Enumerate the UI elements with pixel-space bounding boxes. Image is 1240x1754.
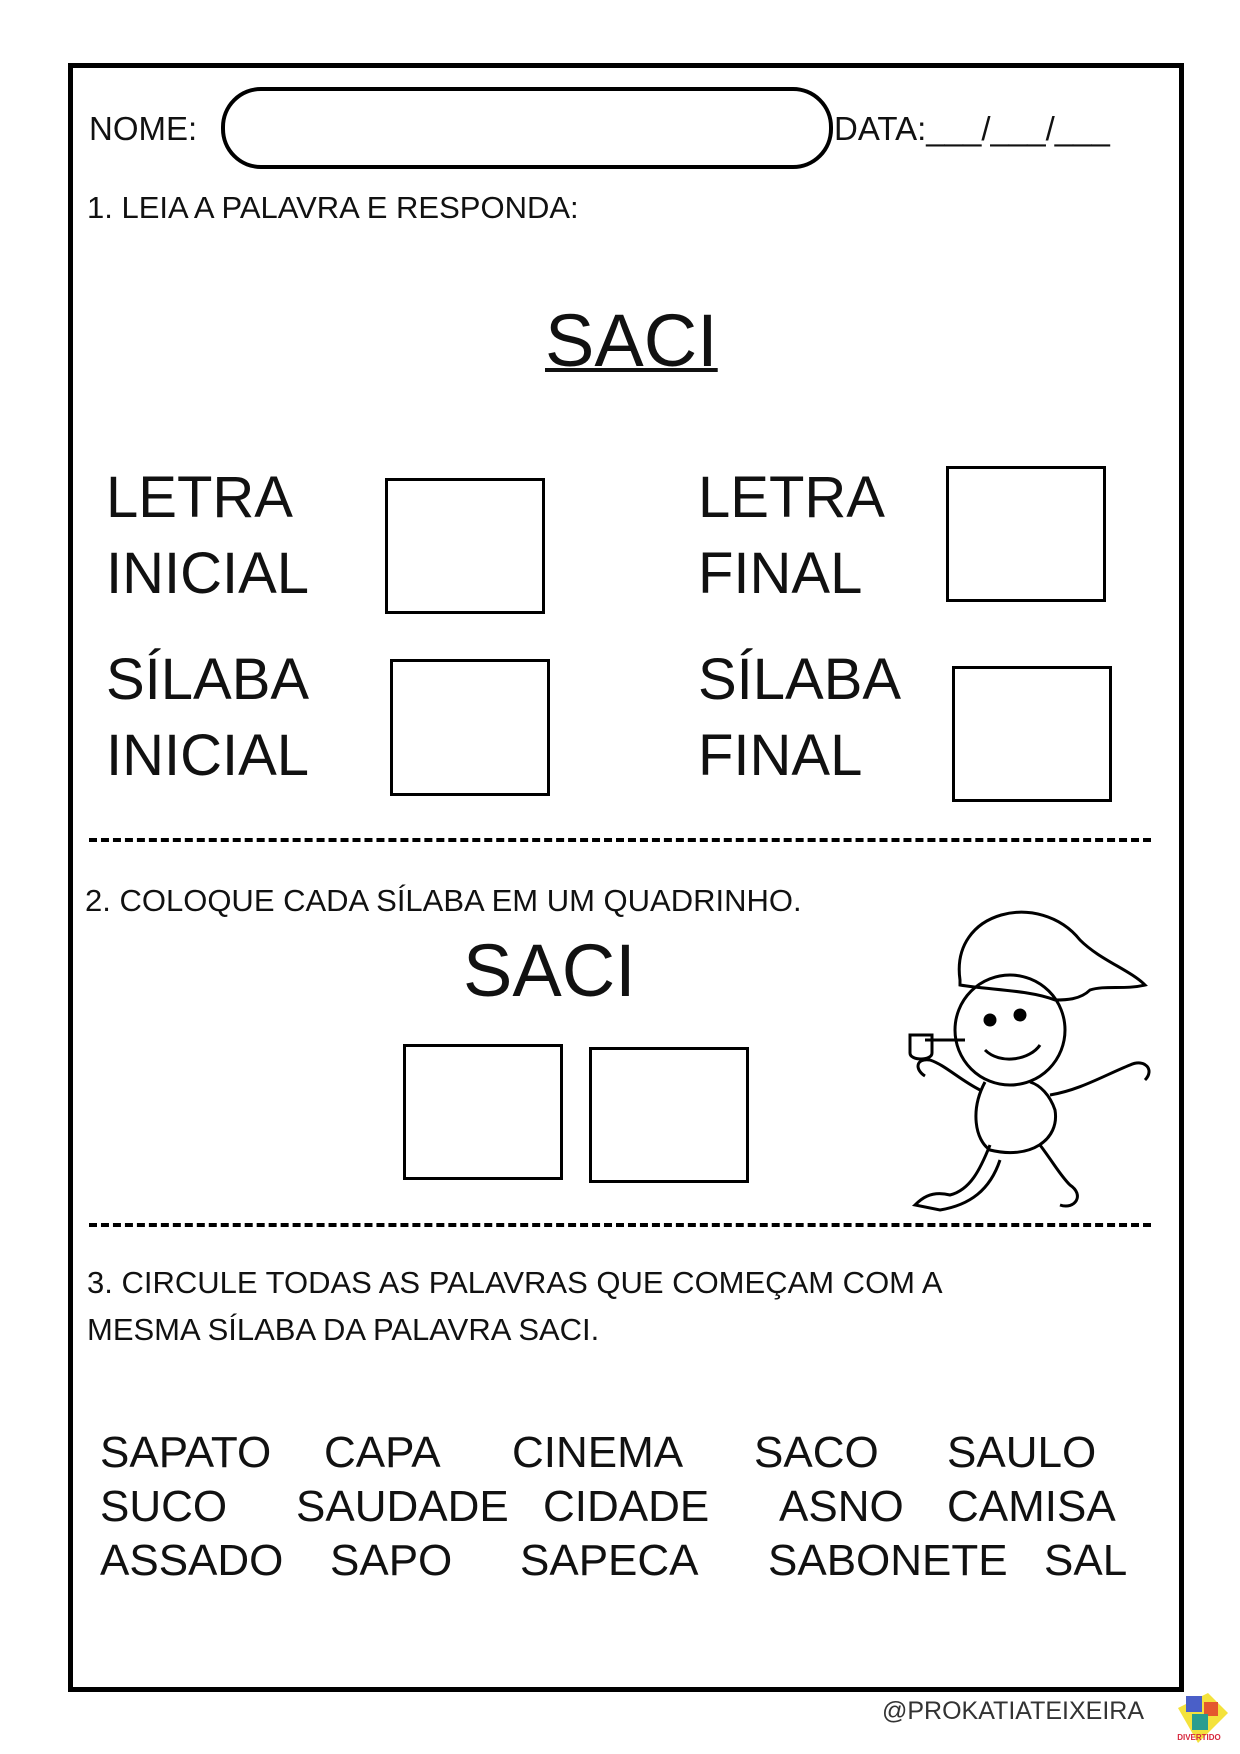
date-label: DATA:___/___/___ [834,110,1110,147]
word-option[interactable]: SAL [1044,1536,1128,1585]
saci-illustration [890,890,1160,1220]
q1-instruction: 1. LEIA A PALAVRA E RESPONDA: [87,190,579,225]
divider [89,1223,1151,1227]
word-option[interactable]: SAUDADE [296,1482,509,1531]
q3-instruction-line1: 3. CIRCULE TODAS AS PALAVRAS QUE COMEÇAM COM A [87,1265,943,1300]
syllable-box-1[interactable] [403,1044,563,1180]
letra-final-label: LETRA FINAL [698,465,885,606]
q3-instruction-line2: MESMA SÍLABA DA PALAVRA SACI. [87,1312,600,1347]
letra-final-box[interactable] [946,466,1106,602]
svg-text:DIVERTIDO: DIVERTIDO [1177,1733,1221,1742]
q2-instruction: 2. COLOQUE CADA SÍLABA EM UM QUADRINHO. [85,883,802,918]
word-option[interactable]: SAPO [330,1536,453,1585]
silaba-inicial-box[interactable] [390,659,550,796]
letra-inicial-box[interactable] [385,478,545,614]
word-option[interactable]: SAULO [947,1428,1097,1477]
name-label: NOME: [89,110,198,147]
word-option[interactable]: ASNO [779,1482,904,1531]
word-option[interactable]: CAMISA [947,1482,1116,1531]
word-option[interactable]: CAPA [324,1428,441,1477]
divertido-logo-icon [1168,1688,1230,1748]
word-option[interactable]: ASSADO [100,1536,284,1585]
syllable-box-2[interactable] [589,1047,749,1183]
silaba-inicial-label: SÍLABA INICIAL [106,647,310,788]
letra-inicial-label: LETRA INICIAL [106,465,310,606]
silaba-final-box[interactable] [952,666,1112,802]
word-option[interactable]: CINEMA [512,1428,684,1477]
word-option[interactable]: CIDADE [543,1482,710,1531]
q1-word: SACI [545,299,718,382]
word-option[interactable]: SAPECA [520,1536,699,1585]
word-option[interactable]: SUCO [100,1482,228,1531]
q2-word: SACI [463,929,636,1012]
name-field[interactable] [221,87,833,169]
silaba-final-label: SÍLABA FINAL [698,647,902,788]
word-option[interactable]: SACO [754,1428,879,1477]
word-option[interactable]: SAPATO [100,1428,272,1477]
word-option[interactable]: SABONETE [768,1536,1008,1585]
divider [89,838,1151,842]
footer-credit: @PROKATIATEIXEIRA [882,1697,1144,1725]
